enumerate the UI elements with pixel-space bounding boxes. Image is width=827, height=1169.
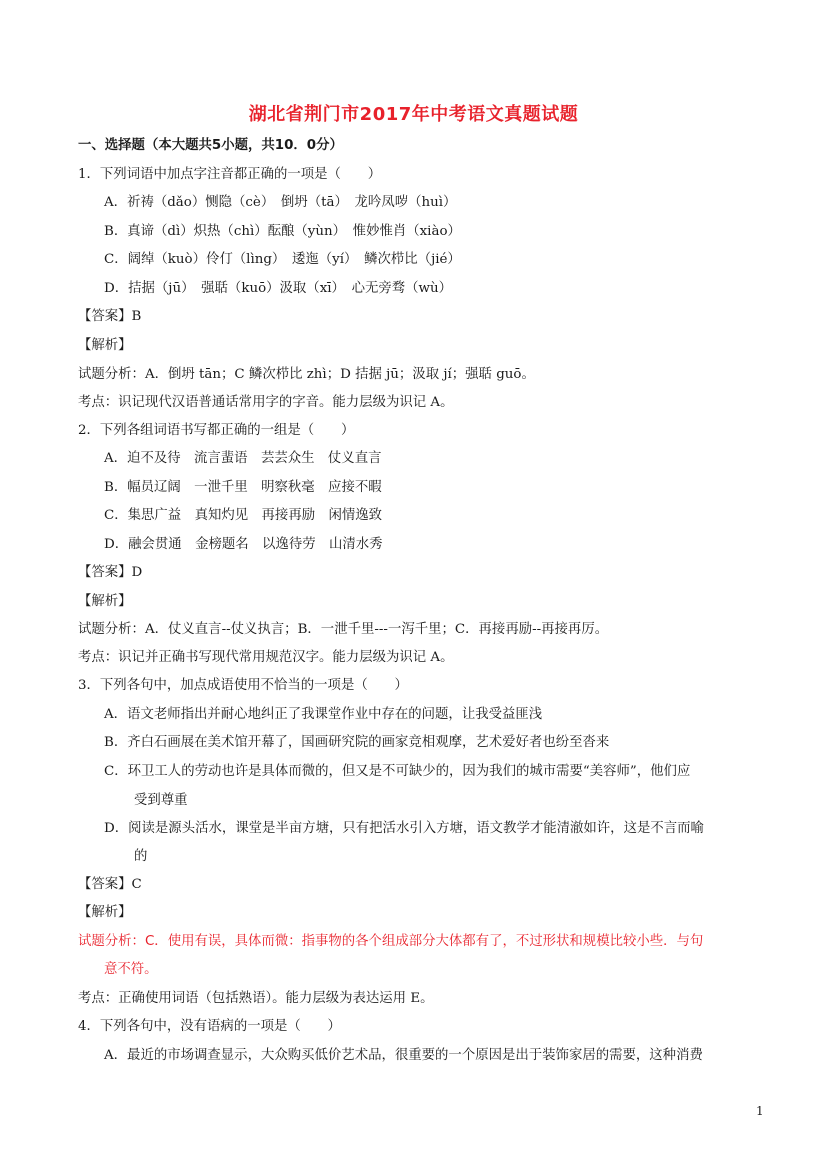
- q2-answer: 【答案】D: [78, 565, 143, 580]
- q3-option-c-cont: 受到尊重: [134, 793, 188, 808]
- q3-option-d: D．阅读是源头活水，课堂是半亩方塘，只有把活水引入方塘，语文教学才能清澈如许，这是不言而喻: [104, 821, 704, 836]
- q2-option-b: B．幅员辽阔 一泄千里 明察秋毫 应接不暇: [104, 480, 382, 495]
- q1-kaodian: 考点：识记现代汉语普通话常用字的字音。能力层级为识记 A。: [78, 395, 454, 410]
- q1-option-d: D．拮据（jū） 强聒（kuō）汲取（xī） 心无旁骛（wù）: [104, 281, 453, 296]
- q3-kaodian: 考点：正确使用词语（包括熟语）。能力层级为表达运用 E。: [78, 991, 434, 1006]
- q2-kaodian: 考点：识记并正确书写现代常用规范汉字。能力层级为识记 A。: [78, 650, 454, 665]
- q1-option-a: A．祈祷（dǎo）恻隐（cè） 倒坍（tā） 龙吟凤哕（huì）: [104, 195, 457, 210]
- q3-option-b: B．齐白石画展在美术馆开幕了，国画研究院的画家竞相观摩，艺术爱好者也纷至沓来: [104, 735, 610, 750]
- q1-jiexi: 【解析】: [78, 338, 132, 353]
- q1-option-c: C．阔绰（kuò）伶仃（lìng） 逶迤（yí） 鳞次栉比（jié）: [104, 252, 461, 267]
- q2-stem: 2．下列各组词语书写都正确的一组是（ ）: [78, 423, 355, 438]
- q2-option-a: A．迫不及待 流言蜚语 芸芸众生 仗义直言: [104, 451, 382, 466]
- q3-option-c: C．环卫工人的劳动也许是具体而微的，但又是不可缺少的，因为我们的城市需要“美容师”，他们应: [104, 764, 691, 779]
- q4-option-a: A．最近的市场调查显示，大众购买低价艺术品，很重要的一个原因是出于装饰家居的需要，这种消费: [104, 1048, 703, 1063]
- q1-option-b: B．真谛（dì）炽热（chì）酝酿（yùn） 惟妙惟肖（xiào）: [104, 224, 461, 239]
- q3-option-d-cont: 的: [134, 849, 148, 864]
- page-number: 1: [756, 1104, 764, 1118]
- q3-jiexi: 【解析】: [78, 905, 132, 920]
- q1-stem: 1．下列词语中加点字注音都正确的一项是（ ）: [78, 167, 382, 182]
- q3-option-a: A．语文老师指出并耐心地纠正了我课堂作业中存在的问题，让我受益匪浅: [104, 707, 543, 722]
- page-title: 湖北省荆门市2017年中考语文真题试题: [248, 104, 579, 125]
- q1-analysis: 试题分析：A．倒坍 tān；C 鳞次栉比 zhì；D 拮据 jū；汲取 jí；强聒 guō。: [78, 367, 535, 382]
- section-heading: 一、选择题（本大题共5小题，共10．0分）: [78, 138, 343, 153]
- q4-stem: 4．下列各句中，没有语病的一项是（ ）: [78, 1019, 341, 1034]
- q2-option-d: D．融会贯通 金榜题名 以逸待劳 山清水秀: [104, 537, 383, 552]
- q2-option-c: C．集思广益 真知灼见 再接再励 闲情逸致: [104, 508, 383, 523]
- q3-stem: 3．下列各句中，加点成语使用不恰当的一项是（ ）: [78, 678, 408, 693]
- q3-answer: 【答案】C: [78, 877, 142, 892]
- q1-answer: 【答案】B: [78, 309, 142, 324]
- q2-jiexi: 【解析】: [78, 594, 132, 609]
- q3-analysis: 试题分析：C．使用有误，具体而微：指事物的各个组成部分大体都有了，不过形状和规模比较小些．与句: [78, 934, 704, 949]
- q3-analysis-cont: 意不符。: [104, 962, 158, 977]
- q2-analysis: 试题分析：A．仗义直言--仗义执言；B．一泄千里---一泻千里；C．再接再励--再接再厉。: [78, 622, 609, 637]
